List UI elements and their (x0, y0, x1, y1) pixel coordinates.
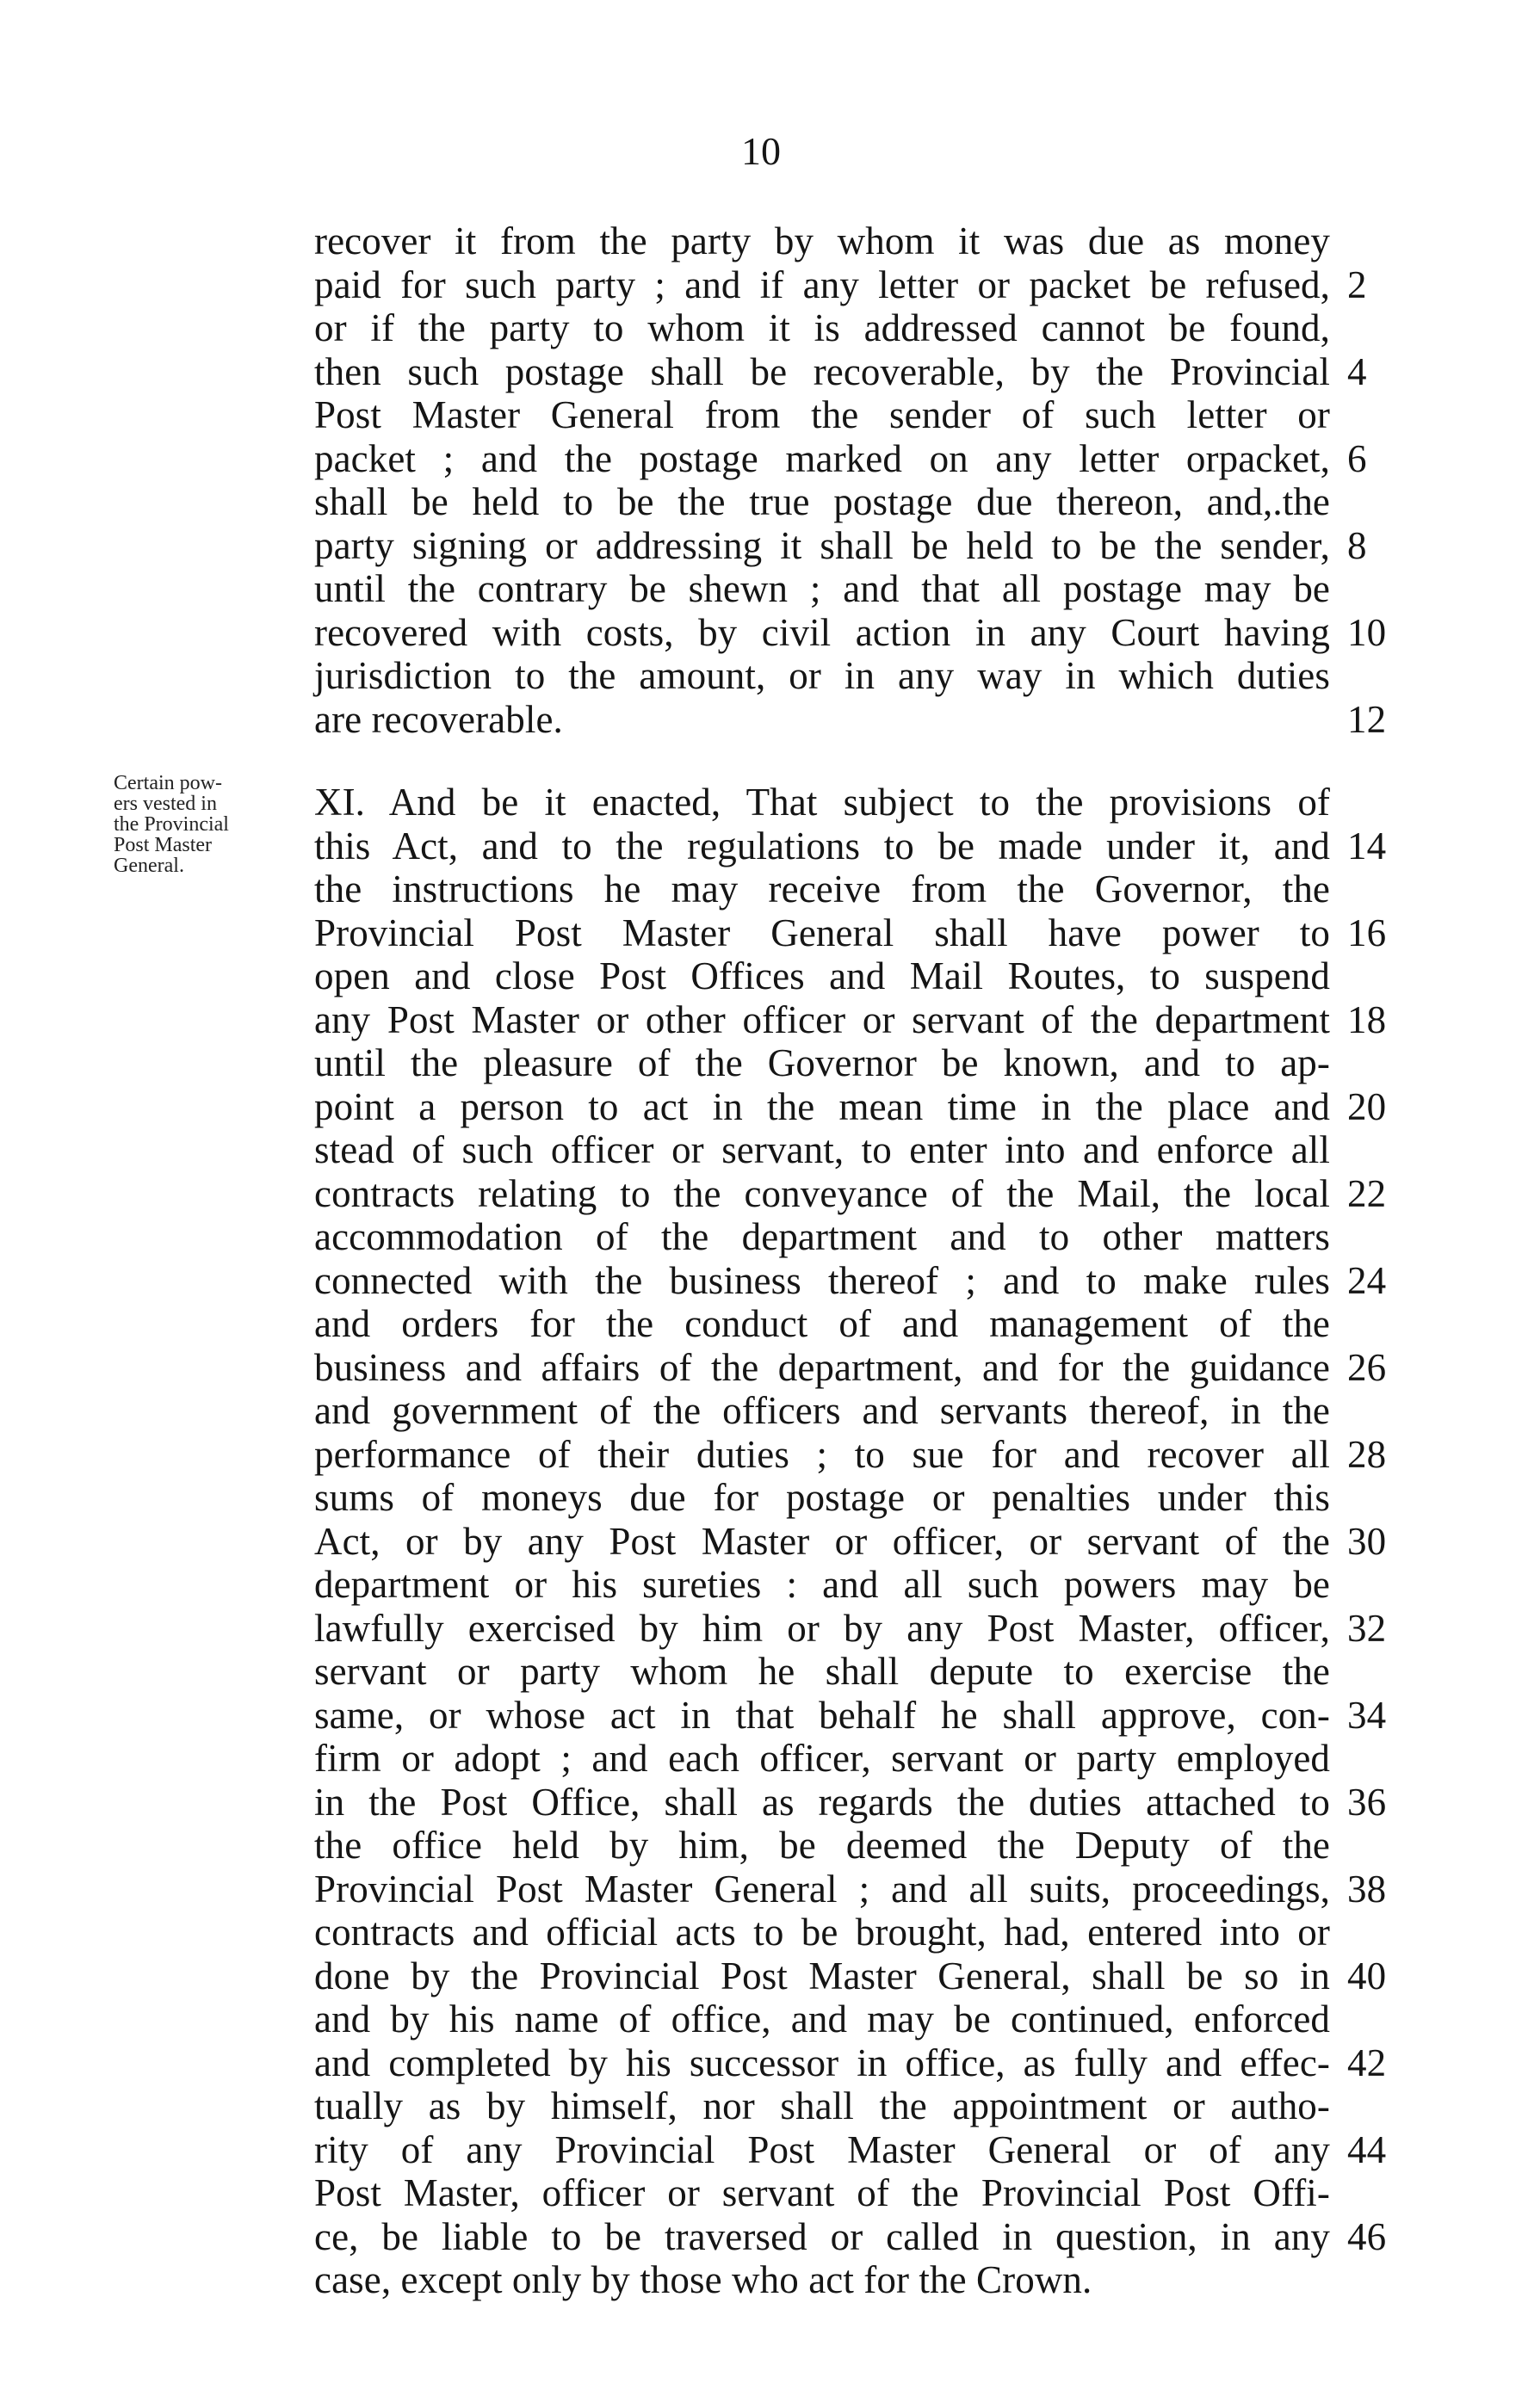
line-number: 18 (1347, 997, 1387, 1041)
line-number: 26 (1347, 1345, 1387, 1389)
line-text: recover it from the party by whom it was due as money (314, 219, 1330, 262)
text-line (314, 697, 1387, 742)
line-text: done by the Provincial Post Master General, shall be so in (314, 1954, 1330, 1997)
line-text: performance of their duties ; to sue for and recover all (314, 1432, 1330, 1476)
text-line (314, 1215, 1330, 1259)
text-line (314, 1606, 1387, 1651)
line-text: until the pleasure of the Governor be known, and to ap- (314, 1041, 1330, 1084)
margin-note-line: the Provincial (114, 813, 229, 836)
line-text: Provincial Post Master General shall have power to (314, 911, 1330, 954)
text-line (314, 1302, 1330, 1346)
text-line (314, 1693, 1387, 1738)
text-line (314, 1041, 1330, 1085)
text-line (314, 654, 1330, 698)
line-number: 28 (1347, 1432, 1387, 1476)
line-number: 22 (1347, 1171, 1387, 1215)
text-line (314, 1519, 1387, 1564)
line-text: stead of such officer or servant, to enter into and enforce all (314, 1128, 1330, 1171)
text-line (314, 1954, 1387, 1998)
text-line (314, 2214, 1387, 2259)
text-line (314, 867, 1330, 911)
margin-note-line: Post Master (114, 834, 212, 856)
line-number: 46 (1347, 2214, 1387, 2258)
text-line (314, 393, 1330, 437)
line-text: XI. And be it enacted, That subject to the provisions of (314, 781, 1330, 824)
text-line (314, 523, 1367, 568)
line-text: in the Post Office, shall as regards the duties attached to (314, 1780, 1330, 1824)
text-line (314, 781, 1330, 824)
line-text: business and affairs of the department, and for the guidance (314, 1345, 1330, 1389)
text-line (314, 1780, 1387, 1825)
line-text: department or his sureties : and all such powers may be (314, 1563, 1330, 1606)
text-line (314, 262, 1367, 307)
line-text: paid for such party ; and if any letter or packet be refused, (314, 262, 1330, 306)
line-text: ce, be liable to be traversed or called in question, in any (314, 2214, 1330, 2258)
text-line (314, 911, 1387, 955)
line-number: 10 (1347, 610, 1387, 654)
text-line (314, 1258, 1387, 1303)
section-xi-paragraph (314, 781, 1387, 2302)
line-text: firm or adopt ; and each officer, servant or party employed (314, 1737, 1330, 1780)
line-number: 36 (1347, 1780, 1387, 1824)
line-text: then such postage shall be recoverable, by the Provincial (314, 349, 1330, 393)
text-line (314, 349, 1367, 394)
text-line (314, 306, 1330, 350)
line-number: 16 (1347, 911, 1387, 954)
line-text: shall be held to be the true postage due thereon, and,.the (314, 480, 1330, 523)
line-number: 30 (1347, 1519, 1387, 1563)
text-line (314, 1563, 1330, 1607)
text-line (314, 2084, 1330, 2128)
line-text: jurisdiction to the amount, or in any way in which duties (314, 654, 1330, 697)
line-number: 20 (1347, 1084, 1387, 1128)
line-text: party signing or addressing it shall be held to be the sender, (314, 523, 1330, 567)
line-number: 42 (1347, 2041, 1387, 2084)
text-line (314, 1345, 1387, 1390)
line-number: 14 (1347, 824, 1387, 867)
line-number: 34 (1347, 1693, 1387, 1737)
line-number: 24 (1347, 1258, 1387, 1302)
line-number: 2 (1347, 262, 1367, 306)
line-text: until the contrary be shewn ; and that all postage may be (314, 567, 1330, 610)
line-number: 32 (1347, 1606, 1387, 1650)
line-text: the instructions he may receive from the Governor, the (314, 867, 1330, 911)
text-line (314, 1867, 1387, 1911)
line-text: point a person to act in the mean time in the place and (314, 1084, 1330, 1128)
line-number: 44 (1347, 2127, 1387, 2171)
line-number: 8 (1347, 523, 1367, 567)
line-text: the office held by him, be deemed the Deputy of the (314, 1824, 1330, 1867)
text-line (314, 1476, 1330, 1520)
line-text: this Act, and to the regulations to be made under it, and (314, 824, 1330, 867)
margin-note (114, 773, 286, 876)
text-line (314, 1389, 1330, 1433)
line-text: packet ; and the postage marked on any letter orpacket, (314, 436, 1330, 480)
line-text: servant or party whom he shall depute to exercise the (314, 1650, 1330, 1693)
margin-note-line: ers vested in (114, 793, 217, 815)
text-line (314, 2041, 1387, 2085)
text-line (314, 1650, 1330, 1694)
text-line (314, 1128, 1330, 1172)
line-text: case, except only by those who act for the Crown. (314, 2258, 1092, 2301)
line-number: 12 (1347, 697, 1387, 741)
line-number: 40 (1347, 1954, 1387, 1997)
line-text: any Post Master or other officer or servant of the department (314, 997, 1330, 1041)
text-line (314, 219, 1330, 263)
text-line (314, 567, 1330, 611)
line-text: connected with the business thereof ; and to make rules (314, 1258, 1330, 1302)
text-line (314, 610, 1387, 655)
line-text: are recoverable. (314, 697, 563, 741)
line-text: Provincial Post Master General ; and all suits, proceedings, (314, 1867, 1330, 1911)
text-line (314, 1737, 1330, 1781)
text-line (314, 436, 1367, 481)
line-text: contracts relating to the conveyance of the Mail, the local (314, 1171, 1330, 1215)
line-number: 38 (1347, 1867, 1387, 1911)
text-line (314, 1997, 1330, 2041)
line-text: and completed by his successor in office, as fully and effec- (314, 2041, 1330, 2084)
line-text: open and close Post Offices and Mail Routes, to suspend (314, 954, 1330, 997)
text-line (314, 2127, 1387, 2172)
text-line (314, 1824, 1330, 1868)
margin-note-line: Certain pow- (114, 772, 222, 794)
line-text: and orders for the conduct of and management of the (314, 1302, 1330, 1345)
line-text: recovered with costs, by civil action in any Court having (314, 610, 1330, 654)
line-text: and by his name of office, and may be continued, enforced (314, 1997, 1330, 2041)
text-line (314, 954, 1330, 998)
text-line (314, 997, 1387, 1042)
line-text: rity of any Provincial Post Master General or of any (314, 2127, 1330, 2171)
page-number: 10 (741, 129, 781, 173)
text-line (314, 2258, 1330, 2302)
line-text: sums of moneys due for postage or penalties under this (314, 1476, 1330, 1519)
text-line (314, 2171, 1330, 2215)
margin-note-line: General. (114, 855, 184, 877)
paragraph-continuation (314, 219, 1387, 741)
text-line (314, 1432, 1387, 1477)
line-text: Post Master, officer or servant of the Provincial Post Offi- (314, 2171, 1330, 2214)
line-text: Post Master General from the sender of such letter or (314, 393, 1330, 436)
text-line (314, 1911, 1330, 1954)
line-text: or if the party to whom it is addressed cannot be found, (314, 306, 1330, 349)
line-text: contracts and official acts to be brought, had, entered into or (314, 1911, 1330, 1954)
text-line (314, 1171, 1387, 1216)
text-line (314, 480, 1330, 524)
line-text: same, or whose act in that behalf he shall approve, con- (314, 1693, 1330, 1737)
line-text: and government of the officers and servants thereof, in the (314, 1389, 1330, 1432)
line-number: 4 (1347, 349, 1367, 393)
line-text: tually as by himself, nor shall the appointment or autho- (314, 2084, 1330, 2127)
line-text: lawfully exercised by him or by any Post Master, officer, (314, 1606, 1330, 1650)
text-line (314, 1084, 1387, 1129)
line-text: Act, or by any Post Master or officer, or servant of the (314, 1519, 1330, 1563)
line-number: 6 (1347, 436, 1367, 480)
text-line (314, 824, 1387, 868)
line-text: accommodation of the department and to other matters (314, 1215, 1330, 1258)
